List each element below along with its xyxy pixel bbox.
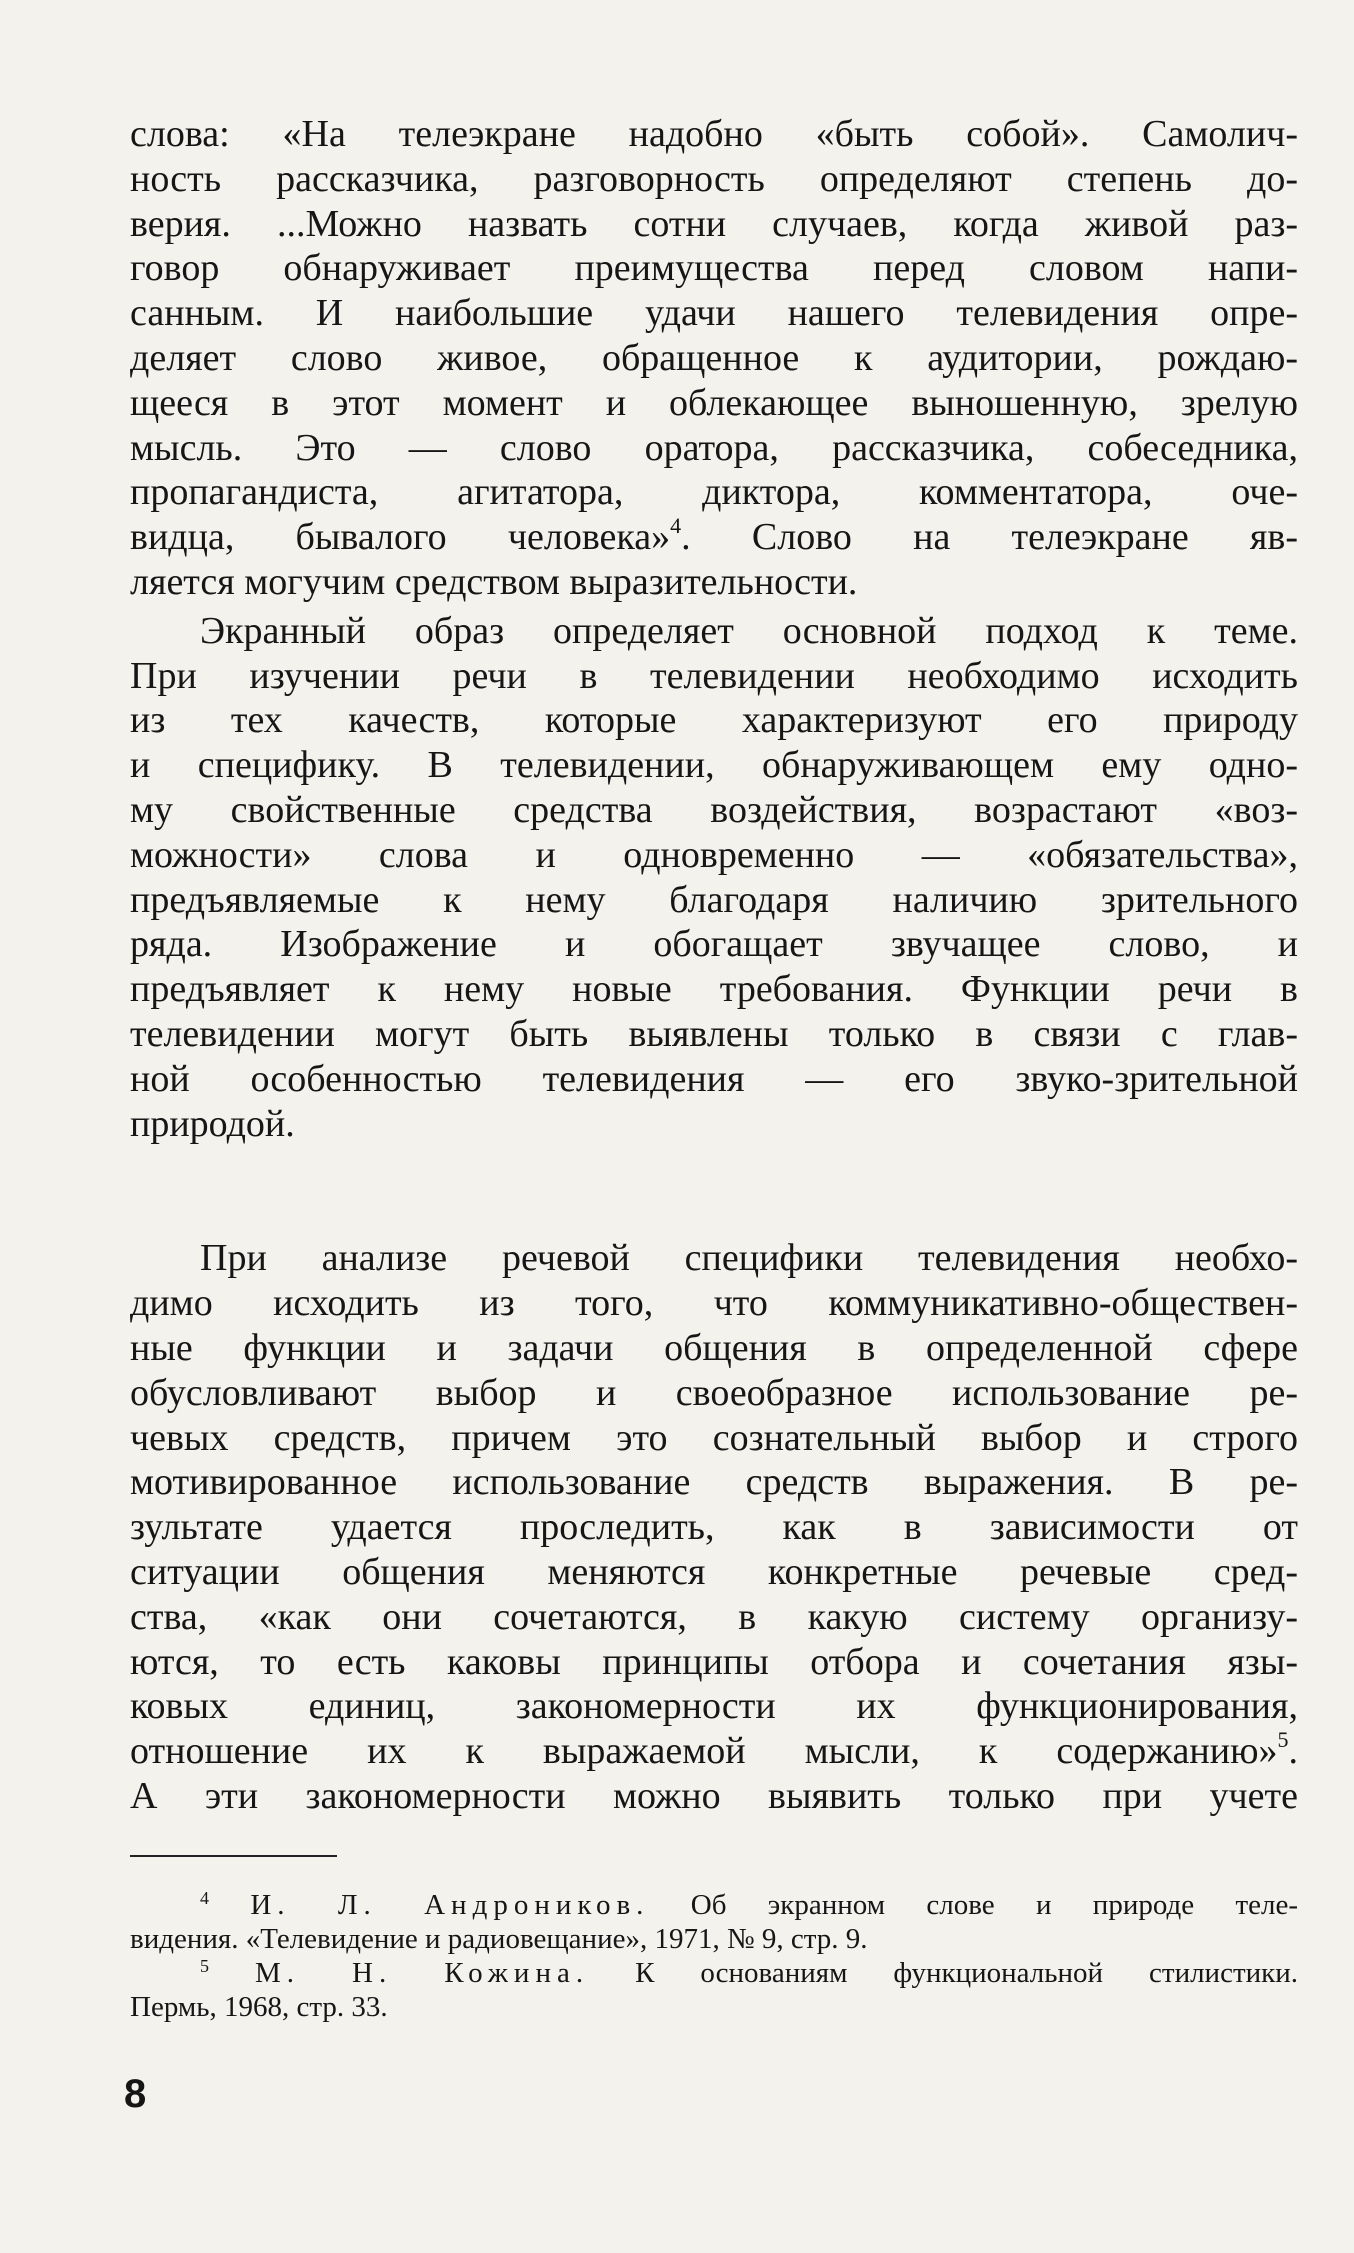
footnote-ref-5: 5 <box>1277 1727 1289 1753</box>
paragraph-3 <box>130 1236 1298 1818</box>
paragraph-2 <box>130 609 1298 1147</box>
text-line: димо исходить из того, что коммуникативно-обществен- <box>130 1282 1298 1325</box>
footnote-marker: 5 <box>200 1956 209 1976</box>
text-line: ситуации общения меняются конкретные речевые сред- <box>130 1550 1298 1593</box>
text-line: ются, то есть каковы принципы отбора и сочетания язы- <box>130 1640 1298 1683</box>
text-line: ковых единиц, закономерности их функционирования, <box>130 1685 1298 1728</box>
text-line: санным. И наибольшие удачи нашего телевидения опре- <box>130 292 1298 335</box>
text-line: зультате удается проследить, как в зависимости от <box>130 1506 1298 1549</box>
footnote-4-line-1 <box>130 1888 1298 1922</box>
footnote-author: И. Л. Андроников. <box>250 1889 650 1921</box>
text-line: А эти закономерности можно выявить только при учете <box>130 1774 1298 1817</box>
page-body <box>130 112 1298 1819</box>
footnote-separator <box>130 1855 337 1857</box>
footnote-ref-4: 4 <box>670 513 682 539</box>
text-line: из тех качеств, которые характеризуют его природу <box>130 699 1298 742</box>
text-line: ной особенностью телевидения — его звуко-зрительной <box>130 1057 1298 1100</box>
text-line: При изучении речи в телевидении необходимо исходить <box>130 654 1298 697</box>
text-fragment: видца, бывалого человека» <box>130 516 671 559</box>
text-line: мысль. Это — слово оратора, рассказчика, собеседника, <box>130 426 1298 469</box>
footnote-5-line-1 <box>130 1956 1298 1990</box>
text-line: слова: «На телеэкране надобно «быть собой». Самолич- <box>130 113 1298 155</box>
text-line: му свойственные средства воздействия, возрастают «воз- <box>130 788 1298 831</box>
text-line: обусловливают выбор и своеобразное использование ре- <box>130 1371 1298 1414</box>
text-line: щееся в этот момент и облекающее выношенную, зрелую <box>130 381 1298 424</box>
text-fragment: . Слово на телеэкране яв- <box>681 516 1298 559</box>
paragraph-1 <box>130 112 1298 605</box>
text-line: пропагандиста, агитатора, диктора, комментатора, оче- <box>130 471 1298 514</box>
text-line: деляет слово живое, обращенное к аудитории, рождаю- <box>130 336 1298 379</box>
footnote-4-line-2: видения. «Телевидение и радиовещание», 1971, № 9, стр. 9. <box>130 1923 868 1955</box>
text-line: Экранный образ определяет основной подход к теме. <box>200 609 1298 652</box>
text-line: ряда. Изображение и обогащает звучащее слово, и <box>130 923 1298 966</box>
text-line-with-footnote-ref: отношение их к выражаемой мысли, к содержанию»$^5$. <box>130 1727 1298 1773</box>
text-line: ства, «как они сочетаются, в какую систему организу- <box>130 1595 1298 1638</box>
text-line: телевидении могут быть выявлены только в связи с глав- <box>130 1012 1298 1055</box>
text-line: чевых средств, причем это сознательный выбор и строго <box>130 1416 1298 1459</box>
text-line: можности» слова и одновременно — «обязательства», <box>130 833 1298 876</box>
footnote-text: Об экранном слове и природе теле- <box>649 1889 1299 1921</box>
text-line-with-footnote-ref <box>130 515 1298 560</box>
text-line: ные функции и задачи общения в определенной сфере <box>130 1326 1298 1369</box>
footnote-marker: 4 <box>200 1888 209 1908</box>
text-line: верия. ...Можно назвать сотни случаев, когда живой раз- <box>130 202 1298 245</box>
text-line: При анализе речевой специфики телевидения необхо- <box>200 1237 1298 1280</box>
footnotes <box>130 1888 1298 2024</box>
footnote-text: К основаниям функциональной стилистики. <box>589 1957 1299 1989</box>
text-line: природой. <box>130 1102 295 1145</box>
text-line: ляется могучим средством выразительности. <box>130 560 858 603</box>
text-line: и специфику. В телевидении, обнаруживающем ему одно- <box>130 744 1298 787</box>
text-line: предъявляет к нему новые требования. Функции речи в <box>130 968 1298 1011</box>
text-line: предъявляемые к нему благодаря наличию зрительного <box>130 878 1298 921</box>
text-line: говор обнаруживает преимущества перед словом напи- <box>130 247 1298 290</box>
footnote-5-line-2: Пермь, 1968, стр. 33. <box>130 1991 388 2023</box>
text-line: ность рассказчика, разговорность определяют степень до- <box>130 157 1298 200</box>
footnote-author: М. Н. Кожина. <box>255 1957 590 1989</box>
text-fragment: отношение их к выражаемой мысли, к содержанию» <box>130 1730 1278 1773</box>
page-number: 8 <box>124 2072 147 2116</box>
text-line: мотивированное использование средств выражения. В ре- <box>130 1461 1298 1504</box>
